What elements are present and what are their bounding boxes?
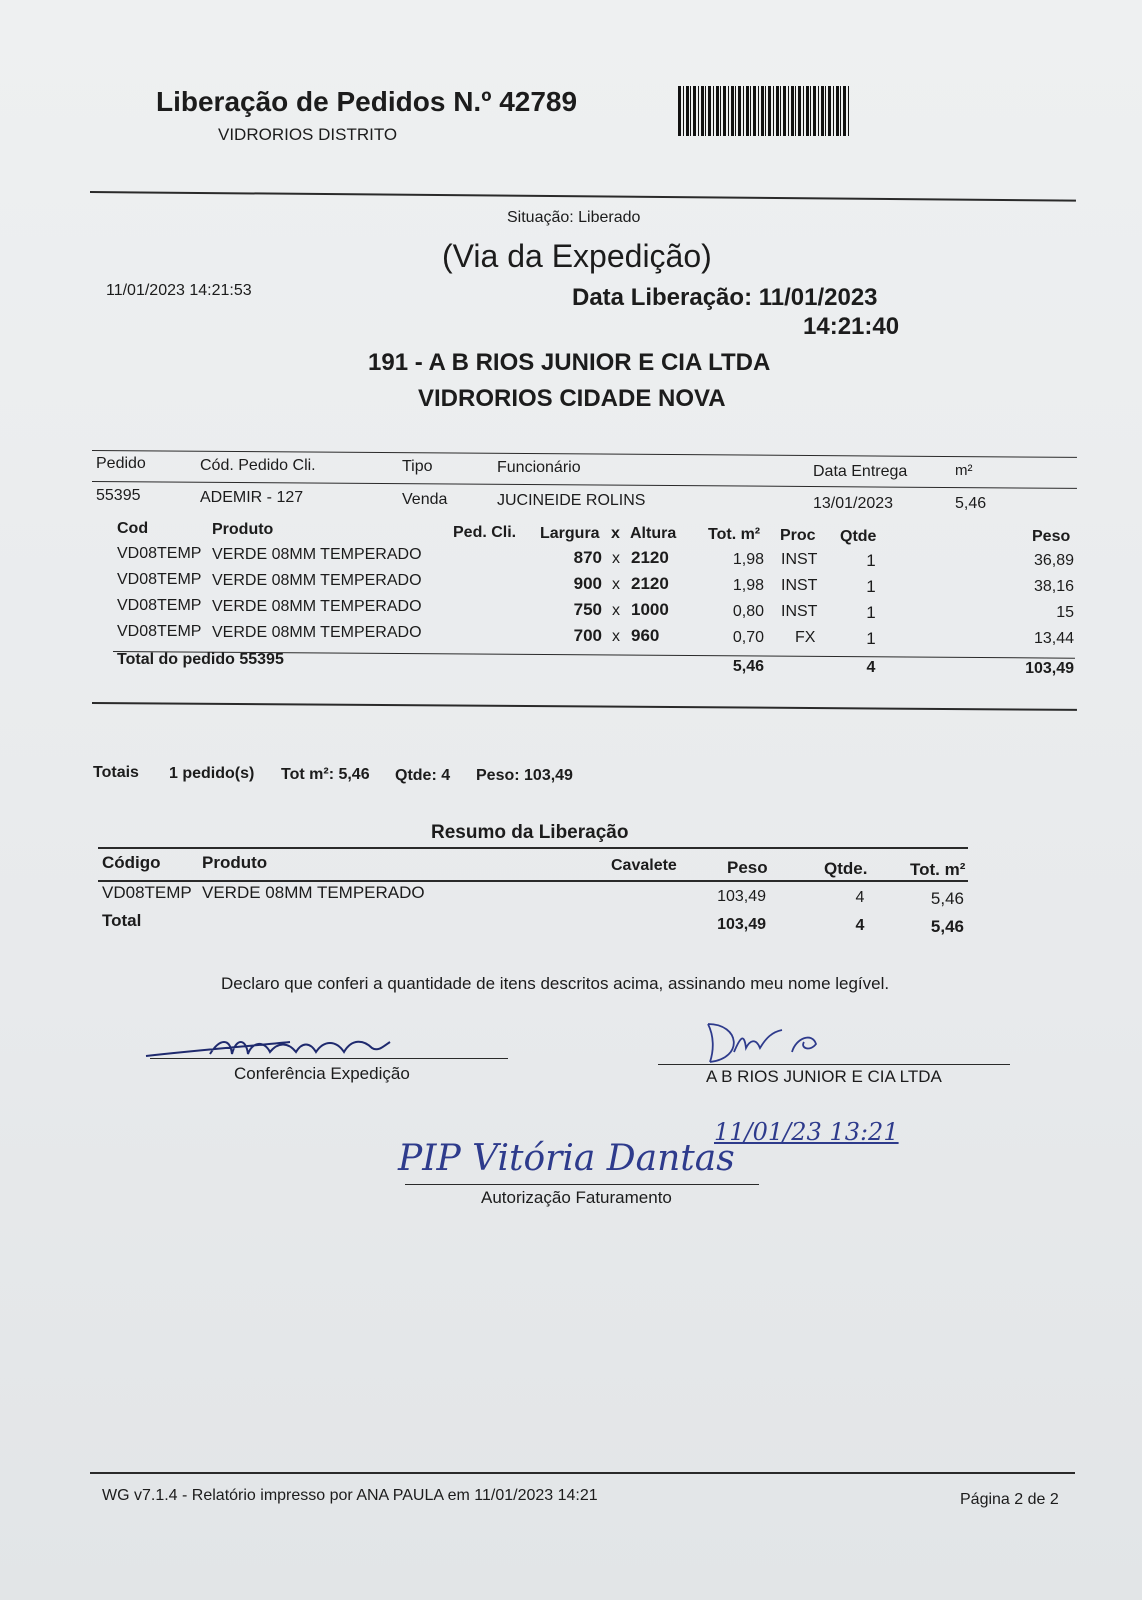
totals-peso: Peso: 103,49 — [476, 767, 573, 784]
company-name: VIDRORIOS DISTRITO — [218, 125, 398, 144]
col-tot-m2: Tot. m² — [708, 526, 761, 543]
row-largura: 900 — [573, 574, 602, 593]
resumo-row-peso: 103,49 — [717, 888, 766, 905]
resumo-col-produto: Produto — [202, 853, 268, 872]
divider — [98, 880, 968, 882]
handwritten-date: 11/01/23 13:21 — [714, 1118, 899, 1146]
row-proc: FX — [795, 629, 816, 646]
row-tot-m2: 0,80 — [732, 603, 764, 620]
col-ped-cli: Ped. Cli. — [453, 524, 517, 541]
signature-line — [658, 1064, 1010, 1065]
value-pedido: 55395 — [96, 487, 141, 504]
row-cod: VD08TEMP — [117, 597, 202, 614]
signature-line — [405, 1184, 759, 1185]
via-label: (Via da Expedição) — [442, 238, 712, 274]
resumo-total-tot-m2: 5,46 — [930, 917, 964, 936]
col-x: x — [611, 525, 620, 542]
row-altura: 960 — [631, 626, 660, 645]
customer-name: 191 - A B RIOS JUNIOR E CIA LTDA — [368, 349, 771, 376]
row-produto: VERDE 08MM TEMPERADO — [212, 624, 422, 641]
order-total-label: Total do pedido 55395 — [117, 651, 284, 668]
row-proc: INST — [781, 603, 818, 620]
col-peso: Peso — [1032, 528, 1071, 545]
row-qtde: 1 — [866, 603, 876, 622]
signature-company — [700, 1018, 850, 1068]
row-qtde: 1 — [866, 551, 876, 570]
divider — [92, 481, 1077, 489]
print-timestamp: 11/01/2023 14:21:53 — [106, 282, 252, 299]
handwritten-name: PIP Vitória Dantas — [398, 1138, 735, 1179]
signature-line — [150, 1058, 508, 1059]
row-tot-m2: 1,98 — [732, 551, 764, 568]
row-x: x — [612, 602, 620, 619]
value-data-entrega: 13/01/2023 — [813, 495, 894, 512]
row-altura: 1000 — [631, 600, 669, 619]
resumo-row-produto: VERDE 08MM TEMPERADO — [202, 883, 425, 902]
label-m2: m² — [955, 462, 973, 479]
row-largura: 870 — [573, 548, 602, 567]
totals-m2: Tot m²: 5,46 — [281, 766, 370, 783]
row-peso: 13,44 — [1033, 630, 1074, 647]
row-tot-m2: 1,98 — [732, 577, 764, 594]
customer-store: VIDRORIOS CIDADE NOVA — [418, 385, 726, 412]
row-produto: VERDE 08MM TEMPERADO — [212, 572, 422, 589]
row-x: x — [612, 550, 620, 567]
order-total-peso: 103,49 — [1025, 660, 1074, 677]
label-cod-pedido-cli: Cód. Pedido Cli. — [200, 457, 316, 474]
resumo-col-peso: Peso — [727, 858, 768, 877]
divider — [90, 1472, 1075, 1474]
signature-label-autorizacao: Autorização Faturamento — [481, 1188, 672, 1207]
totals-qtde: Qtde: 4 — [395, 767, 451, 784]
row-proc: INST — [781, 551, 818, 568]
row-altura: 2120 — [631, 548, 669, 567]
value-funcionario: JUCINEIDE ROLINS — [497, 492, 646, 509]
col-proc: Proc — [780, 527, 816, 544]
row-largura: 750 — [573, 600, 602, 619]
row-qtde: 1 — [866, 577, 876, 596]
row-cod: VD08TEMP — [117, 545, 202, 562]
row-x: x — [612, 628, 620, 645]
col-altura: Altura — [630, 525, 677, 542]
order-total-qtde: 4 — [866, 659, 876, 676]
resumo-title: Resumo da Liberação — [431, 822, 629, 843]
value-tipo: Venda — [402, 491, 448, 508]
resumo-total-qtde: 4 — [855, 917, 865, 934]
col-produto: Produto — [212, 521, 274, 538]
value-cod-pedido-cli: ADEMIR - 127 — [200, 489, 304, 506]
document-title: Liberação de Pedidos N.º 42789 — [156, 86, 578, 117]
release-time: 14:21:40 — [803, 313, 900, 340]
row-cod: VD08TEMP — [117, 623, 202, 640]
col-largura: Largura — [540, 525, 600, 542]
resumo-total-label: Total — [102, 911, 142, 930]
signature-conferencia — [140, 1028, 420, 1062]
row-qtde: 1 — [866, 629, 876, 648]
value-m2: 5,46 — [955, 495, 987, 512]
divider — [98, 847, 968, 849]
divider — [90, 191, 1076, 202]
row-altura: 2120 — [631, 574, 669, 593]
totals-label: Totais — [93, 764, 139, 781]
divider — [92, 702, 1077, 711]
label-pedido: Pedido — [96, 455, 146, 472]
label-tipo: Tipo — [402, 458, 433, 475]
row-peso: 38,16 — [1033, 578, 1074, 595]
label-data-entrega: Data Entrega — [813, 463, 908, 480]
resumo-col-cavalete: Cavalete — [611, 857, 677, 874]
row-proc: INST — [781, 577, 818, 594]
resumo-row-codigo: VD08TEMP — [102, 883, 192, 902]
col-qtde: Qtde — [840, 528, 877, 545]
resumo-row-tot-m2: 5,46 — [930, 889, 964, 908]
row-peso: 15 — [1056, 604, 1074, 621]
row-x: x — [612, 576, 620, 593]
row-largura: 700 — [573, 626, 602, 645]
row-peso: 36,89 — [1033, 552, 1074, 569]
row-cod: VD08TEMP — [117, 571, 202, 588]
resumo-col-tot-m2: Tot. m² — [910, 860, 966, 879]
footer-report-info: WG v7.1.4 - Relatório impresso por ANA PAULA em 11/01/2023 14:21 — [102, 1487, 598, 1504]
resumo-col-qtde: Qtde. — [824, 859, 868, 878]
resumo-col-codigo: Código — [102, 853, 161, 872]
signature-label-conferencia: Conferência Expedição — [234, 1064, 410, 1083]
totals-pedidos: 1 pedido(s) — [169, 765, 255, 782]
declaration-text: Declaro que conferi a quantidade de itens descritos acima, assinando meu nome legível. — [221, 974, 890, 993]
footer-page-number: Página 2 de 2 — [960, 1491, 1059, 1508]
order-total-m2: 5,46 — [732, 658, 764, 675]
label-funcionario: Funcionário — [497, 459, 581, 476]
row-produto: VERDE 08MM TEMPERADO — [212, 546, 422, 563]
row-tot-m2: 0,70 — [732, 629, 764, 646]
resumo-total-peso: 103,49 — [717, 916, 766, 933]
resumo-row-qtde: 4 — [855, 889, 865, 906]
signature-label-company: A B RIOS JUNIOR E CIA LTDA — [706, 1067, 942, 1086]
status-label: Situação: Liberado — [507, 209, 641, 226]
col-cod: Cod — [117, 520, 149, 537]
barcode-icon — [678, 86, 850, 136]
row-produto: VERDE 08MM TEMPERADO — [212, 598, 422, 615]
release-date: Data Liberação: 11/01/2023 — [572, 284, 878, 311]
